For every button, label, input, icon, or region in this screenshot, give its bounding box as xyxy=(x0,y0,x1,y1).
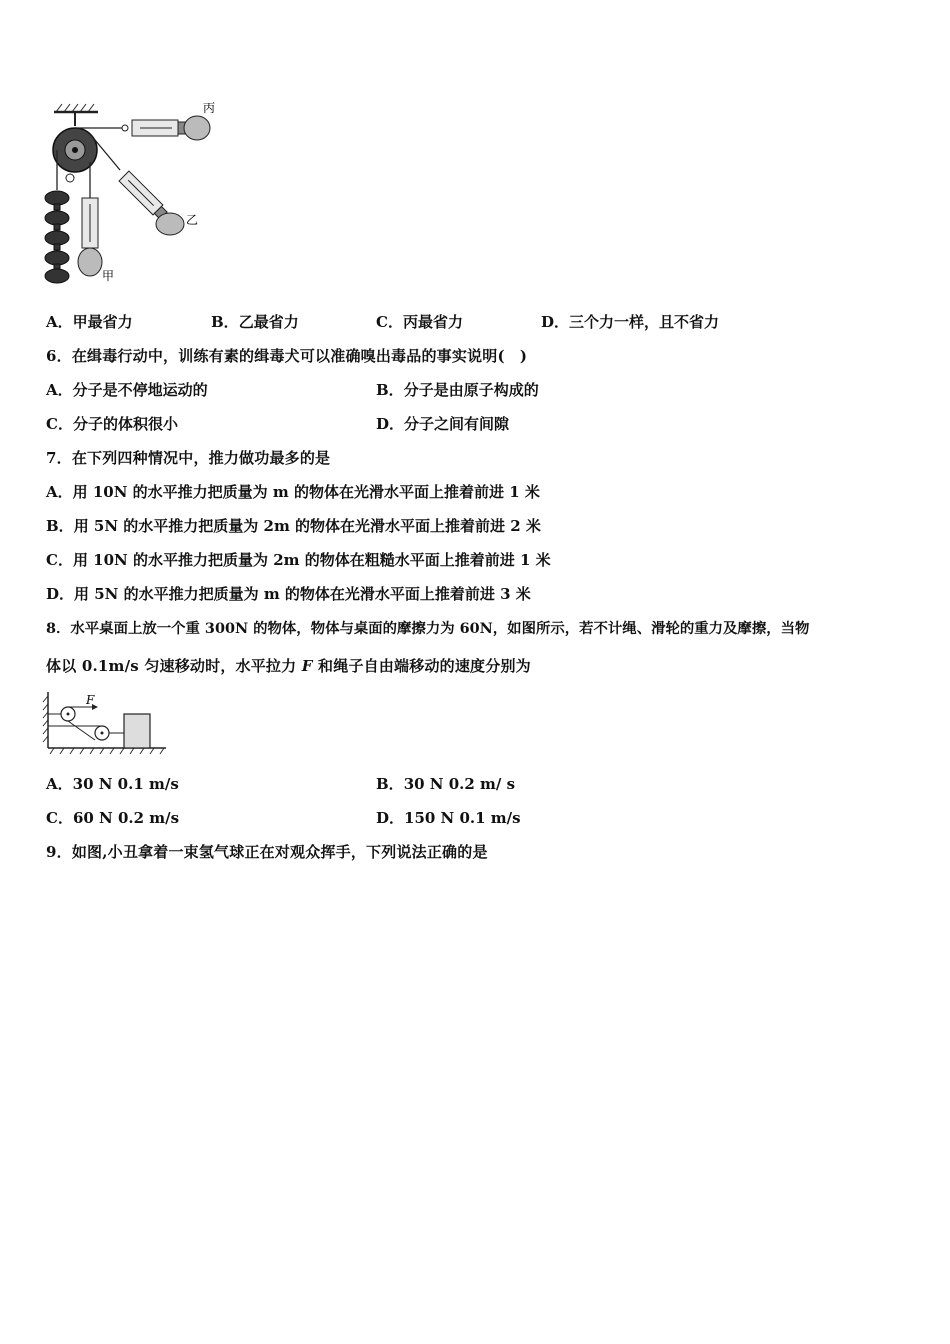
pulley-scales-figure xyxy=(40,98,230,298)
q8-option-c[interactable]: C．60 N 0.2 m/s xyxy=(46,809,180,827)
q5-option-d[interactable]: D．三个力一样，且不省力 xyxy=(541,313,720,331)
force-label-f: F xyxy=(86,693,95,707)
q7-option-d[interactable]: D．用 5N 的水平推力把质量为 m 的物体在光滑水平面上推着前进 3 米 xyxy=(46,585,531,603)
q7-option-a[interactable]: A．用 10N 的水平推力把质量为 m 的物体在光滑水平面上推着前进 1 米 xyxy=(46,483,540,501)
q6-option-a[interactable]: A．分子是不停地运动的 xyxy=(46,381,208,399)
q5-option-a[interactable]: A．甲最省力 xyxy=(46,313,133,331)
q6-option-d[interactable]: D．分子之间有间隙 xyxy=(376,415,510,433)
label-jia: 甲 xyxy=(102,269,115,283)
q7-stem: 7．在下列四种情况中，推力做功最多的是 xyxy=(46,449,331,467)
label-yi: 乙 xyxy=(186,213,199,227)
q8-option-d[interactable]: D．150 N 0.1 m/s xyxy=(376,809,521,827)
pulley-block-figure xyxy=(40,690,170,756)
q7-option-c[interactable]: C．用 10N 的水平推力把质量为 2m 的物体在粗糙水平面上推着前进 1 米 xyxy=(46,551,551,569)
q6-stem: 6．在缉毒行动中，训练有素的缉毒犬可以准确嗅出毒品的事实说明( ) xyxy=(46,347,528,365)
q8-option-a[interactable]: A．30 N 0.1 m/s xyxy=(46,775,179,793)
q9-stem: 9．如图,小丑拿着一束氢气球正在对观众挥手，下列说法正确的是 xyxy=(46,843,488,861)
q8-option-b[interactable]: B．30 N 0.2 m/ s xyxy=(376,775,516,793)
q8-stem-line1: 8．水平桌面上放一个重 300N 的物体，物体与桌面的摩擦力为 60N，如图所示，若不计绳、滑轮的重力及摩擦，当物 xyxy=(46,620,810,637)
q5-option-c[interactable]: C．丙最省力 xyxy=(376,313,463,331)
q6-option-b[interactable]: B．分子是由原子构成的 xyxy=(376,381,539,399)
q6-option-c[interactable]: C．分子的体积很小 xyxy=(46,415,178,433)
q5-option-b[interactable]: B．乙最省力 xyxy=(211,313,299,331)
q8-stem-line2: 体以 0.1m/s 匀速移动时，水平拉力 F 和绳子自由端移动的速度分别为 xyxy=(46,657,531,675)
q7-option-b[interactable]: B．用 5N 的水平推力把质量为 2m 的物体在光滑水平面上推着前进 2 米 xyxy=(46,517,541,535)
label-bing: 丙 xyxy=(203,101,216,115)
